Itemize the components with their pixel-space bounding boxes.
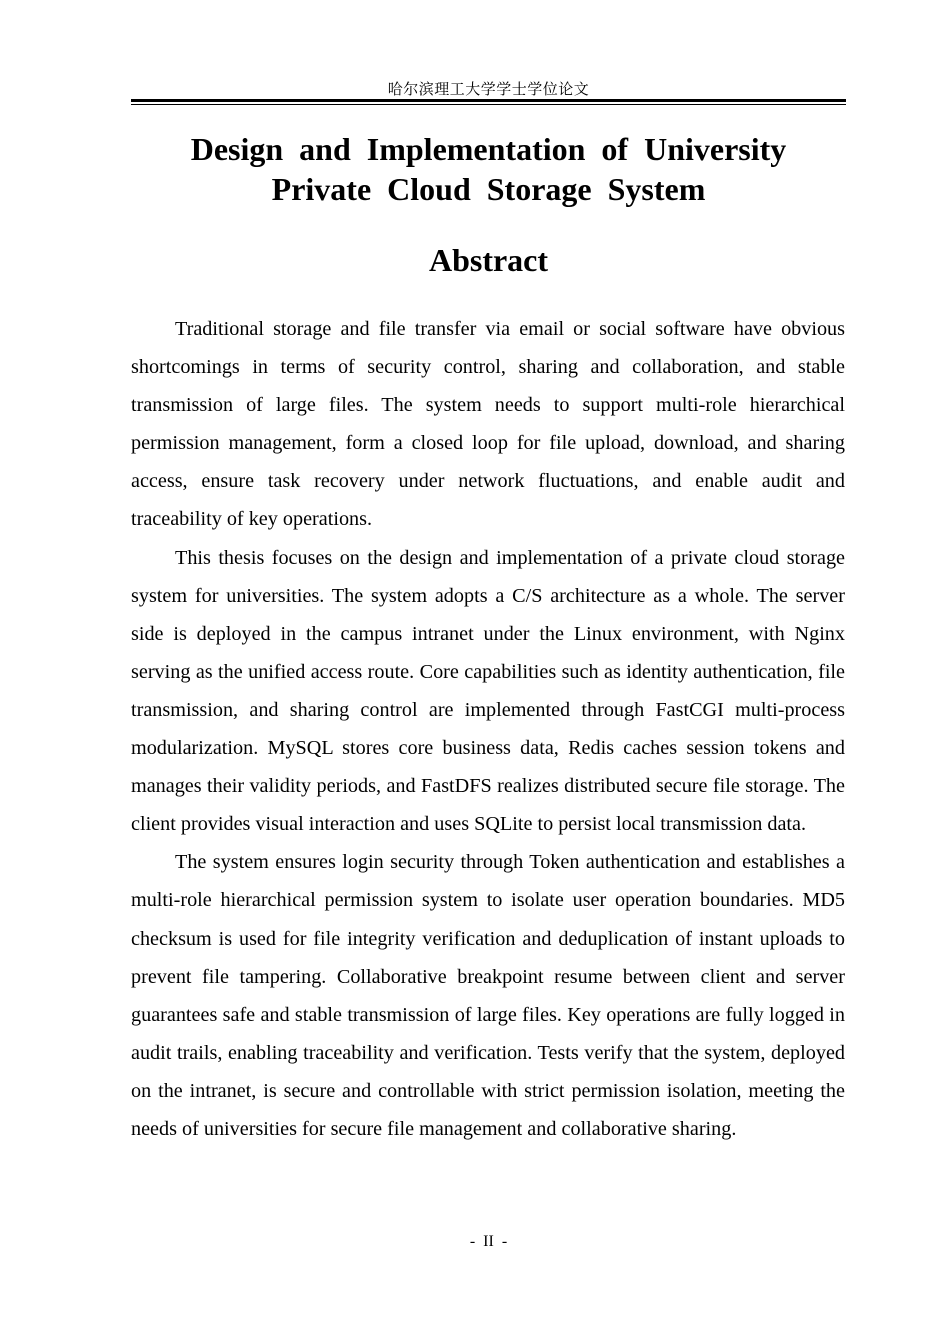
abstract-heading: Abstract [428,242,549,278]
abstract-paragraph-3: The system ensures login security through Token authentication and establishes a multi-role hierarchical permission system to isolate user operation boundaries. MD5 checksum is used for file integrity verification and deduplication of instant uploads to prevent file tampering. Collaborative breakpoint resume between client and server guarantees safe and stable transmission of large files. Key operations are fully logged in audit trails, enabling traceability and verification. Tests verify that the system, deployed on the intranet, is secure and controllable with strict permission isolation, meeting the needs of universities for secure file management and collaborative sharing. [131,851,845,1140]
running-header: 哈尔滨理工大学学士学位论文 [387,80,590,98]
header-rule-thin [131,104,846,105]
thesis-title-line-2: Private Cloud Storage System [271,171,706,207]
thesis-title-line-1: Design and Implementation of University [190,131,787,167]
abstract-body [131,310,845,1148]
header-rule-thick [131,99,846,102]
page-number: - II - [469,1233,508,1250]
thesis-title [131,129,846,209]
abstract-paragraph-2: This thesis focuses on the design and implementation of a private cloud storage system for universities. The system adopts a C/S architecture as a whole. The server side is deployed in the campus intranet under the Linux environment, with Nginx serving as the unified access route. Core capabilities such as identity authentication, file transmission, and sharing control are implemented through FastCGI multi-process modularization. MySQL stores core business data, Redis caches session tokens and manages their validity periods, and FastDFS realizes distributed secure file storage. The client provides visual interaction and uses SQLite to persist local transmission data. [131,546,845,836]
abstract-paragraph-1: Traditional storage and file transfer via email or social software have obvious shortcomings in terms of security control, sharing and collaboration, and stable transmission of large files. The system needs to support multi-role hierarchical permission management, form a closed loop for file upload, download, and sharing access, ensure task recovery under network fluctuations, and enable audit and traceability of key operations. [131,318,845,531]
